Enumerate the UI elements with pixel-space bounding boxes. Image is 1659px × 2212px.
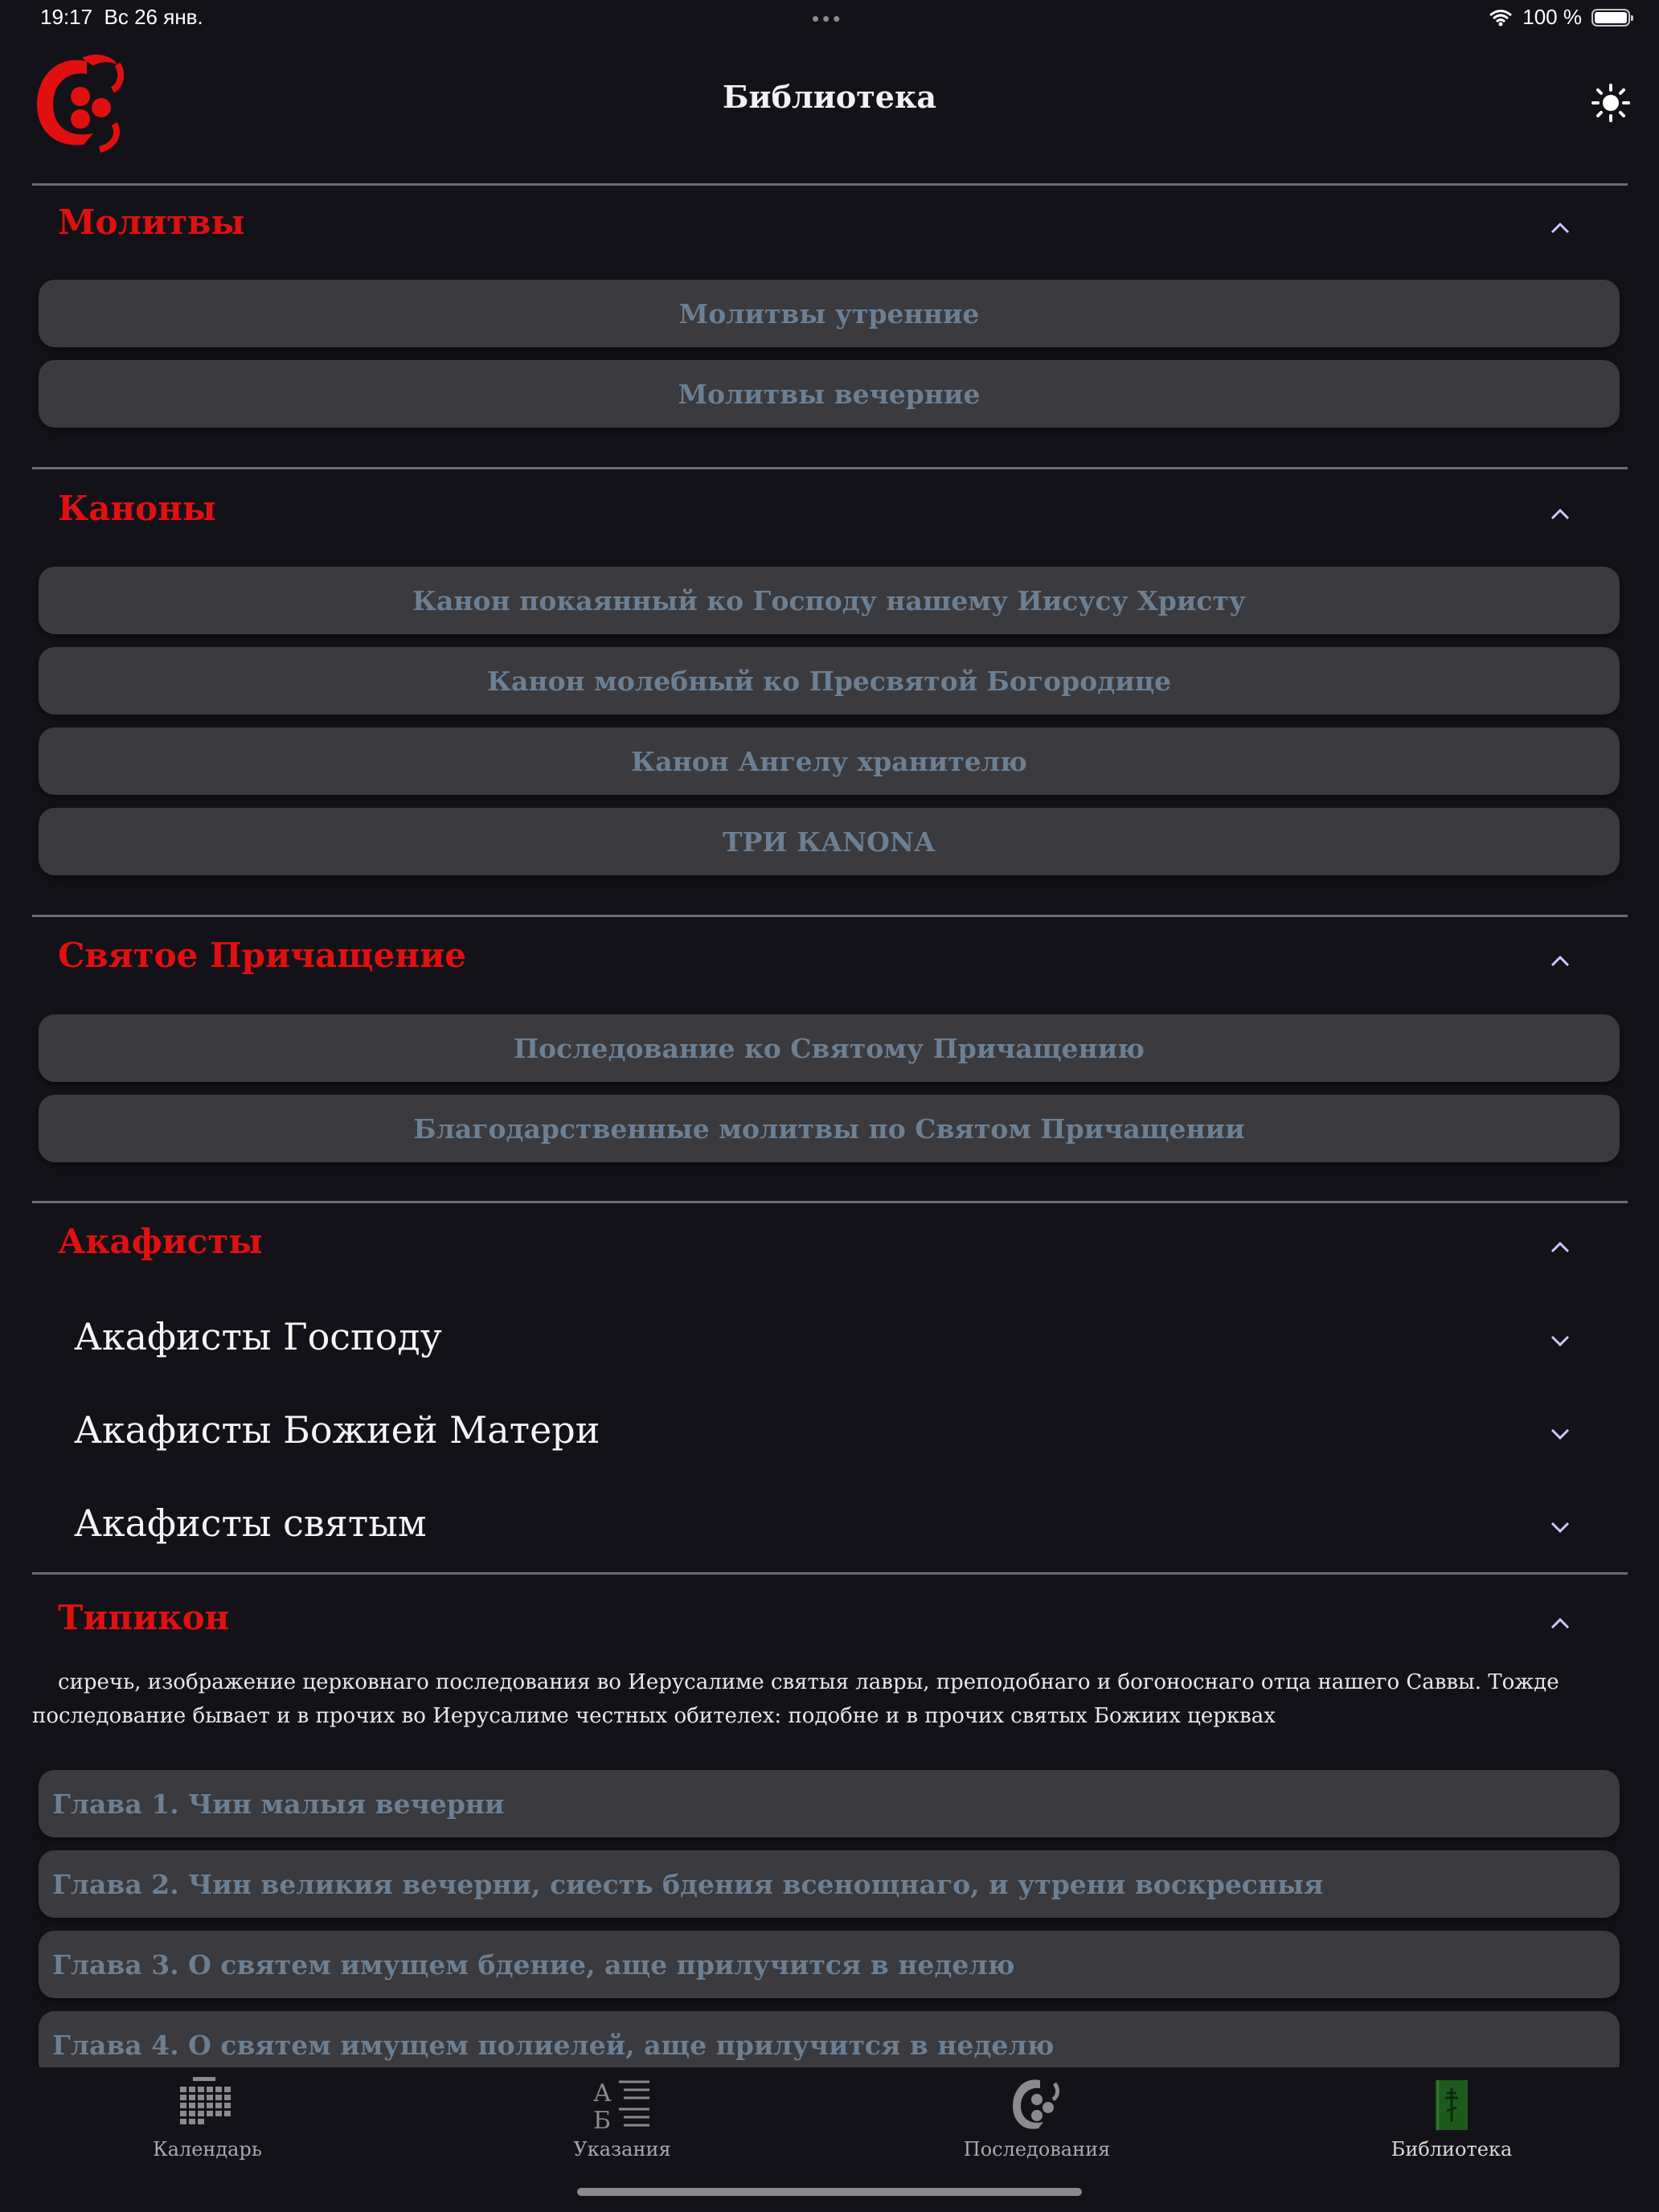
section-title-molitvy[interactable]: Молитвы [58, 203, 245, 242]
battery-icon [1591, 9, 1630, 27]
tipikon-chapter-button[interactable]: Глава 3. О святем имущем бдение, аще прилучится в неделю [39, 1931, 1620, 1998]
section-title-kanony[interactable]: Каноны [58, 489, 217, 528]
alphabet-list-icon [590, 2075, 654, 2133]
status-right [1489, 5, 1630, 30]
chevron-down-icon[interactable] [1550, 1521, 1571, 1534]
akafist-subgroup[interactable]: Акафисты Господу [74, 1315, 442, 1358]
book-cross-icon [1419, 2075, 1484, 2133]
chevron-down-icon[interactable] [1550, 1334, 1571, 1347]
tab-label: Календарь [153, 2138, 262, 2161]
tab-label: Последования [963, 2138, 1111, 2161]
tab-label: Библиотека [1391, 2138, 1513, 2161]
chevron-up-icon[interactable] [1550, 1617, 1571, 1630]
library-item-button[interactable]: Молитвы утренние [39, 280, 1620, 347]
section-divider [32, 915, 1628, 917]
status-time: 19:17 Вс 26 янв. [40, 5, 203, 29]
chevron-up-icon[interactable] [1550, 955, 1571, 968]
page-title: Библиотека [722, 79, 937, 115]
svg-text:А: А [593, 2079, 612, 2108]
tipikon-description: сиречь, изображение церковнаго последования во Иерусалиме святыя лавры, преподобнаго и богоноснаго отца нашего Саввы. Тожде последование бывает и в прочих во Иерусалиме честных обителех: подобне и в прочих святых Божиих церквах [32, 1670, 1559, 1728]
sun-icon[interactable] [1591, 84, 1630, 122]
section-title-tipikon[interactable]: Типикон [58, 1598, 230, 1637]
svg-text:Б: Б [593, 2107, 612, 2133]
tipikon-chapter-button[interactable]: Глава 1. Чин малыя вечерни [39, 1770, 1620, 1837]
multitasking-dots-icon[interactable]: ••• [812, 6, 844, 31]
library-item-button[interactable]: Канон Ангелу хранителю [39, 727, 1620, 795]
tipikon-chapter-button[interactable]: Глава 4. О святем имущем полиелей, аще прилучится в неделю [39, 2011, 1620, 2079]
chevron-up-icon[interactable] [1550, 1241, 1571, 1254]
chevron-up-icon[interactable] [1550, 508, 1571, 521]
chevron-down-icon[interactable] [1550, 1428, 1571, 1440]
library-item-button[interactable]: ТРИ КАNONА [39, 808, 1620, 875]
section-divider [32, 1201, 1628, 1203]
tab-instructions[interactable] [518, 2067, 727, 2161]
tab-services[interactable] [932, 2067, 1141, 2161]
tab-calendar[interactable] [103, 2067, 312, 2161]
section-divider [32, 467, 1628, 469]
app-logo-icon [1005, 2075, 1069, 2133]
akafist-subgroup[interactable]: Акафисты святым [74, 1501, 427, 1545]
wifi-icon [1489, 9, 1513, 27]
calendar-icon [175, 2075, 240, 2133]
tab-label: Указания [573, 2138, 671, 2161]
battery-percent: 100 % [1522, 5, 1582, 29]
library-item-button[interactable]: Канон молебный ко Пресвятой Богородице [39, 647, 1620, 715]
library-item-button[interactable]: Последование ко Святому Причащению [39, 1014, 1620, 1082]
library-item-button[interactable]: Молитвы вечерние [39, 360, 1620, 428]
home-indicator[interactable] [577, 2188, 1082, 2196]
section-title-prichastie[interactable]: Святое Причащение [58, 936, 466, 975]
status-bar [0, 0, 1659, 40]
section-divider [32, 1572, 1628, 1575]
section-title-akafisty[interactable]: Акафисты [58, 1222, 263, 1261]
library-item-button[interactable]: Канон покаянный ко Господу нашему Иисусу Христу [39, 567, 1620, 634]
tipikon-chapter-button[interactable]: Глава 2. Чин великия вечерни, сиесть бдения всенощнаго, и утрени воскресныя [39, 1850, 1620, 1918]
tab-library[interactable] [1347, 2067, 1556, 2161]
akafist-subgroup[interactable]: Акафисты Божией Матери [74, 1408, 600, 1452]
section-divider [32, 183, 1628, 186]
chevron-up-icon[interactable] [1550, 222, 1571, 235]
library-item-button[interactable]: Благодарственные молитвы по Святом Причащении [39, 1095, 1620, 1162]
